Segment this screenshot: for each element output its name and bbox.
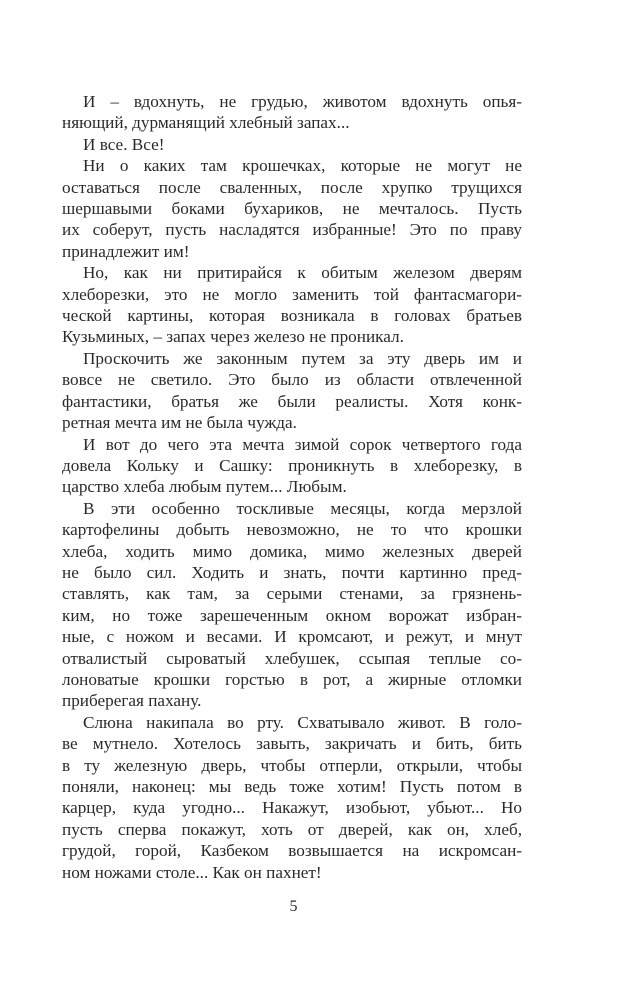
text-line: довела Кольку и Сашку: проникнуть в хлеборезку, в — [62, 455, 522, 475]
text-line: принадлежит им! — [62, 241, 190, 261]
text-line: Но, как ни притирайся к обитым железом дверям — [83, 263, 522, 283]
text-line: пусть сперва покажут, хоть от дверей, как он, хлеб, — [62, 819, 522, 839]
page-number-container — [0, 898, 619, 916]
text-line: фантастики, братья же были реалисты. Хотя конк- — [62, 391, 522, 411]
text-line: И вот до чего эта мечта зимой сорок четвертого года — [83, 434, 522, 454]
text-line: Слюна накипала во рту. Схватывало живот. В голо- — [83, 712, 522, 732]
text-line: картофелины добыть невозможно, не то что крошки — [62, 520, 522, 540]
text-line: ретная мечта им не была чужда. — [62, 413, 297, 433]
text-line: поняли, наконец: мы ведь тоже хотим! Пусть потом в — [62, 777, 522, 796]
text-line: вовсе не светило. Это было из области отвлеченной — [62, 370, 522, 390]
text-line: лоноватые крошки горстью в рот, а жирные отломки — [62, 669, 522, 689]
body-text — [62, 91, 522, 883]
text-line: И – вдохнуть, не грудью, животом вдохнуть опья- — [83, 92, 522, 111]
text-line: не было сил. Ходить и знать, почти картинно пред- — [62, 562, 522, 582]
page-number: 5 — [289, 898, 298, 915]
text-line: в ту железную дверь, чтобы отперли, открыли, чтобы — [62, 755, 522, 775]
text-line: оставаться после сваленных, после хрупко трущихся — [62, 177, 522, 197]
text-line: ставлять, как там, за серыми стенами, за грязнень- — [62, 584, 522, 604]
text-line: ве мутнело. Хотелось завыть, закричать и бить, бить — [62, 734, 522, 754]
text-line: ческой картины, которая возникала в головах братьев — [62, 306, 522, 326]
text-line: ном ножами столе... Как он пахнет! — [62, 862, 322, 882]
text-line: грудой, горой, Казбеком возвышается на искромсан- — [62, 841, 522, 861]
text-line: шершавыми боками бухариков, не мечталось. Пусть — [62, 199, 522, 219]
text-line: ким, но тоже зарешеченным окном ворожат избран- — [62, 605, 522, 625]
text-line: их соберут, пусть насладятся избранные! Это по праву — [62, 220, 522, 240]
text-line: Кузьминых, – запах через железо не проникал. — [62, 327, 404, 347]
text-line: Проскочить же законным путем за эту дверь им и — [83, 348, 522, 368]
text-line: царство хлеба любым путем... Любым. — [62, 477, 347, 497]
text-line: Ни о каких там крошечках, которые не могут не — [83, 156, 522, 176]
text-line: хлеба, ходить мимо домика, мимо железных дверей — [62, 541, 522, 561]
text-line: карцер, куда угодно... Накажут, изобьют, убьют... Но — [62, 798, 522, 818]
text-line: приберегая пахану. — [62, 691, 202, 711]
text-line: В эти особенно тоскливые месяцы, когда мерзлой — [83, 498, 522, 518]
text-line: И все. Все! — [83, 134, 165, 154]
text-line: отвалистый сыроватый хлебушек, ссыпая теплые со- — [62, 648, 522, 668]
text-line: няющий, дурманящий хлебный запах... — [62, 113, 350, 133]
text-line: ные, с ножом и весами. И кромсают, и режут, и мнут — [62, 627, 522, 647]
text-line: хлеборезки, это не могло заменить той фантасмагори- — [62, 284, 522, 304]
